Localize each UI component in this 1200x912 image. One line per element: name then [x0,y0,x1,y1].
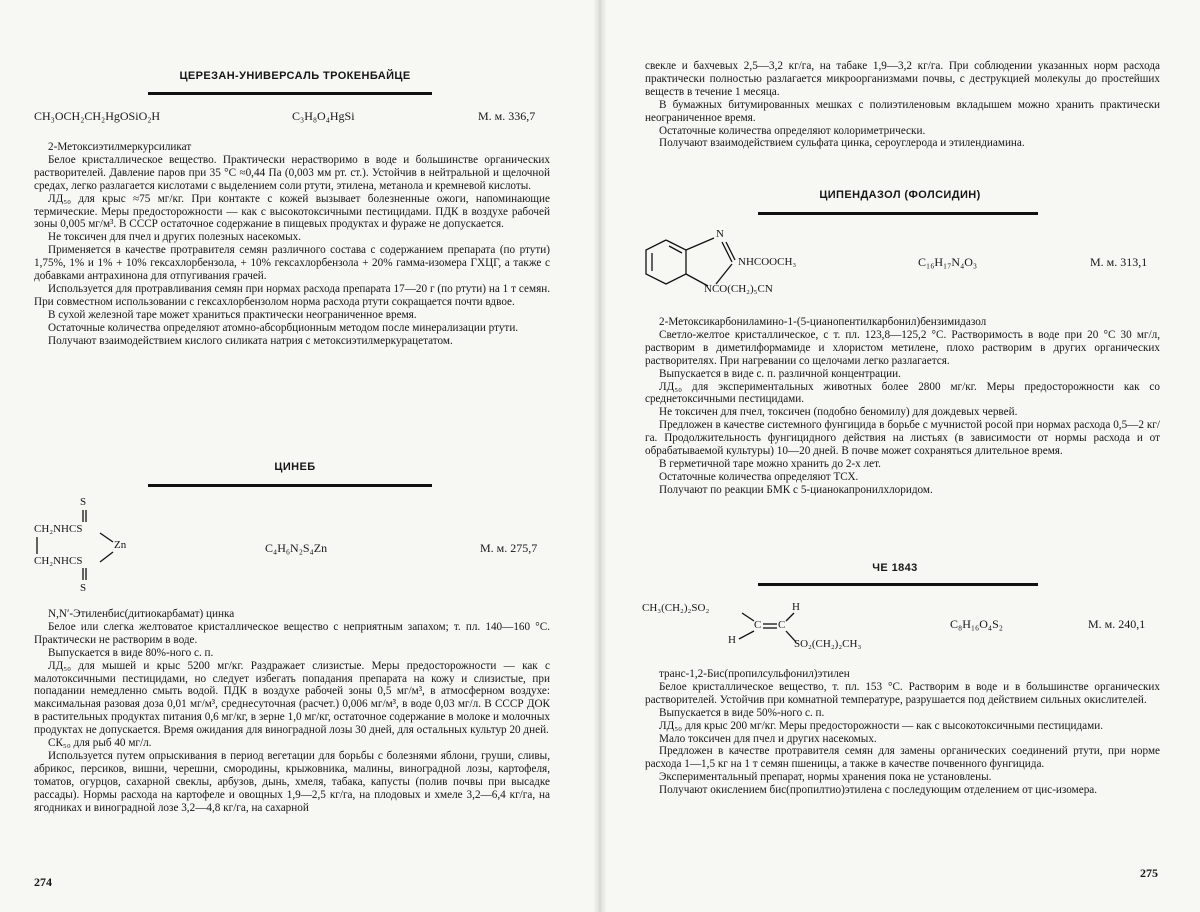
paragraph: ЛД₅₀ для экспериментальных животных более 2800 мг/кг. Меры предосторожности как со среднетоксичными пестицидами. [645,380,1160,406]
paragraph: Белое кристаллическое вещество. Практически нерастворимо в воде и большинстве органических растворителей. Давление паров при 35 °С ≈0,44 Па (0,003 мм рт. ст.). Устойчив в нейтральной и щелочной средах, легко разлагается кислотами с выделением соли ртути, этилена, метанола и кремневой кислоты. [34,153,550,192]
paragraph: Предложен в качестве системного фунгицида в борьбе с мучнистой росой при нормах расхода 0,5—2 кг/га. Продолжительность фунгицидного действия на листьях (в зависимости от нормы расхода и от обрабатываемой культуры) 10—20 дней. В почве может сохраняться длительное время. [645,419,1160,458]
atom-label: N [716,228,724,240]
zineb-chemical-name: N,N′-Этиленбис(дитиокарбамат) цинка [48,608,235,620]
paragraph: Остаточные количества определяют колориметрически. [659,124,926,137]
paragraph: ЛД₅₀ для крыс 200 мг/кг. Меры предосторожности — как с высокотоксичными пестицидами. [659,719,1104,732]
atom-label: CH₃(CH₂)₂SO₂ [642,602,710,614]
atom-label: SO₂(CH₂)₂CH₃ [794,638,862,650]
paragraph: Предложен в качестве протравителя семян для замены органических соединений ртути, при норме расхода 1—1,5 кг на 1 т семян пшеницы, а также в качестве почвенного фунгицида. [645,745,1160,771]
paragraph: Получают взаимодействием сульфата цинка, сероуглерода и этилендиамина. [659,137,1025,150]
cypendazole-text [645,316,1160,497]
paragraph: Используется путем опрыскивания в период вегетации для борьбы с болезнями яблони, груши, сливы, абрикос, персиков, вишни, черешни, смородины, крыжовника, малины, виноградной лозы, картофеля, томатов, огурцов, сахарной свеклы, арбузов, дынь, хмеля, табака, капусты (полив почвы при высадке рассады). Нормы расхода на картофеле и овощных 1,9—2,5 кг/га, на плодовых и хмеле 3,2—6,4 кг/га, на ягодниках и виноградной лозе 3,2—4,8 кг/га, на сахарной [34,749,550,814]
che1843-title: ЧЕ 1843 [872,562,918,574]
che1843-text [645,668,1160,797]
zineb-continuation-text [645,60,1160,150]
che1843-gross-formula: C₈H₁₆O₄S₂ [950,617,1003,631]
atom-label: H [728,634,736,646]
cypendazole-title: ЦИПЕНДАЗОЛ (ФОЛСИДИН) [819,189,981,201]
zineb-structure [34,496,144,600]
paragraph: Не токсичен для пчел и других полезных насекомых. [48,231,302,244]
zineb-title: ЦИНЕБ [274,461,316,473]
atom-label: CH₂NHCS [34,555,83,567]
paragraph: свекле и бахчевых 2,5—3,2 кг/га, на табаке 1,9—3,2 кг/га. При соблюдении указанных норм расхода практически полностью разлагается микроорганизмами почвы, с деструкцией молекулы до простейших веществ в течение 1 месяца. [645,60,1160,98]
cypendazole-title-rule [758,212,1038,215]
page-number: 275 [1140,866,1158,880]
paragraph: Белое или слегка желтоватое кристаллическое вещество с неприятным запахом; т. пл. 140—160 °С. Практически не растворим в воде. [34,620,550,646]
che1843-title-rule [758,583,1038,586]
cerezan-title-rule [148,92,432,95]
zineb-text [34,608,550,815]
atom-label: NHCOOCH₃ [738,256,797,268]
atom-label: CH₂NHCS [34,523,83,535]
atom-label: NCO(CH₂)₅CN [704,283,773,295]
benzimidazole-rings [642,226,752,306]
che1843-molar-mass: М. м. 240,1 [1088,617,1146,631]
paragraph: СК₅₀ для рыб 40 мг/л. [48,737,152,750]
zineb-title-rule [148,484,432,487]
zineb-gross-formula: C₄H₆N₂S₄Zn [265,541,328,555]
atom-label: S [80,582,87,594]
paragraph: В сухой железной таре может храниться практически неограниченное время. [48,308,417,321]
paragraph: Получают окислением бис(пропилтио)этилена с последующим отделением от цис-изомера. [659,784,1098,797]
page-number: 274 [34,875,52,889]
cypendazole-chemical-name: 2-Метоксикарбониламино-1-(5-цианопентилкарбонил)бензимидазол [659,316,987,328]
cerezan-molar-mass: М. м. 336,7 [478,109,536,123]
paragraph: Светло-желтое кристаллическое, с т. пл. 123,8—125,2 °С. Растворимость в воде при 20 °С 30 мг/л, растворим в диметилформамиде и хлористом метилене, плохо растворим в других органических растворителях. При нагревании со щелочами легко разлагается. [645,328,1160,367]
atom-label: C [778,619,786,631]
cypendazole-structure [642,226,862,306]
paragraph: Применяется в качестве протравителя семян различного состава с содержанием препарата (по ртути) 1,75%, 1% и 1% + 10% гексахлорбензола, + 10% гексахлорбензола + 20% гамма-изомера ГХЦГ, а также с добавками антрахинона для отпугивания грачей. [34,244,550,283]
che1843-chemical-name: транс-1,2-Бис(пропилсульфонил)этилен [659,668,850,680]
paragraph: В герметичной таре можно хранить до 2-х лет. [659,457,881,470]
atom-label: C [754,619,762,631]
atom-label: S [80,496,87,508]
paragraph: Не токсичен для пчел, токсичен (подобно беномилу) для дождевых червей. [659,406,1018,419]
paragraph: Выпускается в виде 50%-ного с. п. [659,706,825,719]
paragraph: Выпускается в виде с. п. различной концентрации. [659,367,901,380]
right-page [600,0,1200,912]
paragraph: Выпускается в виде 80%-ного с. п. [48,646,214,659]
cerezan-text [34,141,550,348]
paragraph: Остаточные количества определяют ТСХ. [659,470,859,483]
paragraph: Используется для протравливания семян при нормах расхода препарата 17—20 г (по ртути) на 1 т семян. При совместном использовании с гексахлорбензолом норма расхода ртути сокращается почти вдвое. [34,282,550,308]
cerezan-structural-formula: CH₃OCH₂CH₂HgOSiO₂H [34,109,161,123]
che1843-structure [642,597,902,653]
cerezan-gross-formula: C₃H₈O₄HgSi [292,109,355,123]
cypendazole-gross-formula: C₁₆H₁₇N₄O₃ [918,255,978,269]
paragraph: Получают взаимодействием кислого силиката натрия с метоксиэтилмеркурацетатом. [48,334,453,347]
paragraph: ЛД₅₀ для крыс ≈75 мг/кг. При контакте с кожей вызывает болезненные ожоги, напоминающие термические. Меры предосторожности — как с высокотоксичными пестицидами. ПДК в воздухе рабочей зоны 0,005 мг/м³. В СССР остаточное содержание в пищевых продуктах и фураже не допускается. [34,192,550,231]
zineb-molar-mass: М. м. 275,7 [480,541,538,555]
che1843-bonds [642,597,902,653]
paragraph: Экспериментальный препарат, нормы хранения пока не установлены. [659,771,992,784]
paragraph: Мало токсичен для пчел и других насекомых. [659,732,877,745]
paragraph: Остаточные количества определяют атомно-абсорбционным методом после минерализации ртути. [48,321,519,334]
cerezan-chemical-name: 2-Метоксиэтилмеркурсиликат [48,141,192,153]
paragraph: Белое кристаллическое вещество, т. пл. 153 °С. Растворим в воде и в большинстве органических растворителей. Устойчив при комнатной температуре, разрушается под действием сильных окислителей. [645,680,1160,706]
paragraph: В бумажных битумированных мешках с полиэтиленовым вкладышем можно хранить практически неограниченное время. [645,98,1160,124]
cerezan-title: ЦЕРЕЗАН-УНИВЕРСАЛЬ ТРОКЕНБАЙЦЕ [179,70,411,82]
paragraph: Получают по реакции БМК с 5-цианокапронилхлоридом. [659,483,933,496]
zineb-bonds [34,496,144,600]
atom-label: Zn [114,539,127,551]
atom-label: H [792,601,800,613]
paragraph: ЛД₅₀ для мышей и крыс 5200 мг/кг. Раздражает слизистые. Меры предосторожности — как с малотоксичными пестицидами, но следует избегать попадания препарата на кожу и слизистые, при попадании немедленно смыть водой. ПДК в воздухе рабочей зоны 0,5 мг/м³, в атмосферном воздухе: максимальная разовая доза 0,01 мг/м³, среднесуточная (расчет.) 0,006 мг/м³, в воде 0,03 мг/л. В СССР ДОК в растительных продуктах питания 0,6 мг/кг, в зерне 1,0 мг/кг, остаточное содержание в молоке и молочных продуктах не допускается. Время ожидания для виноградной лозы 30 дней, для остальных культур 20 дней. [34,659,550,737]
cypendazole-molar-mass: М. м. 313,1 [1090,255,1148,269]
